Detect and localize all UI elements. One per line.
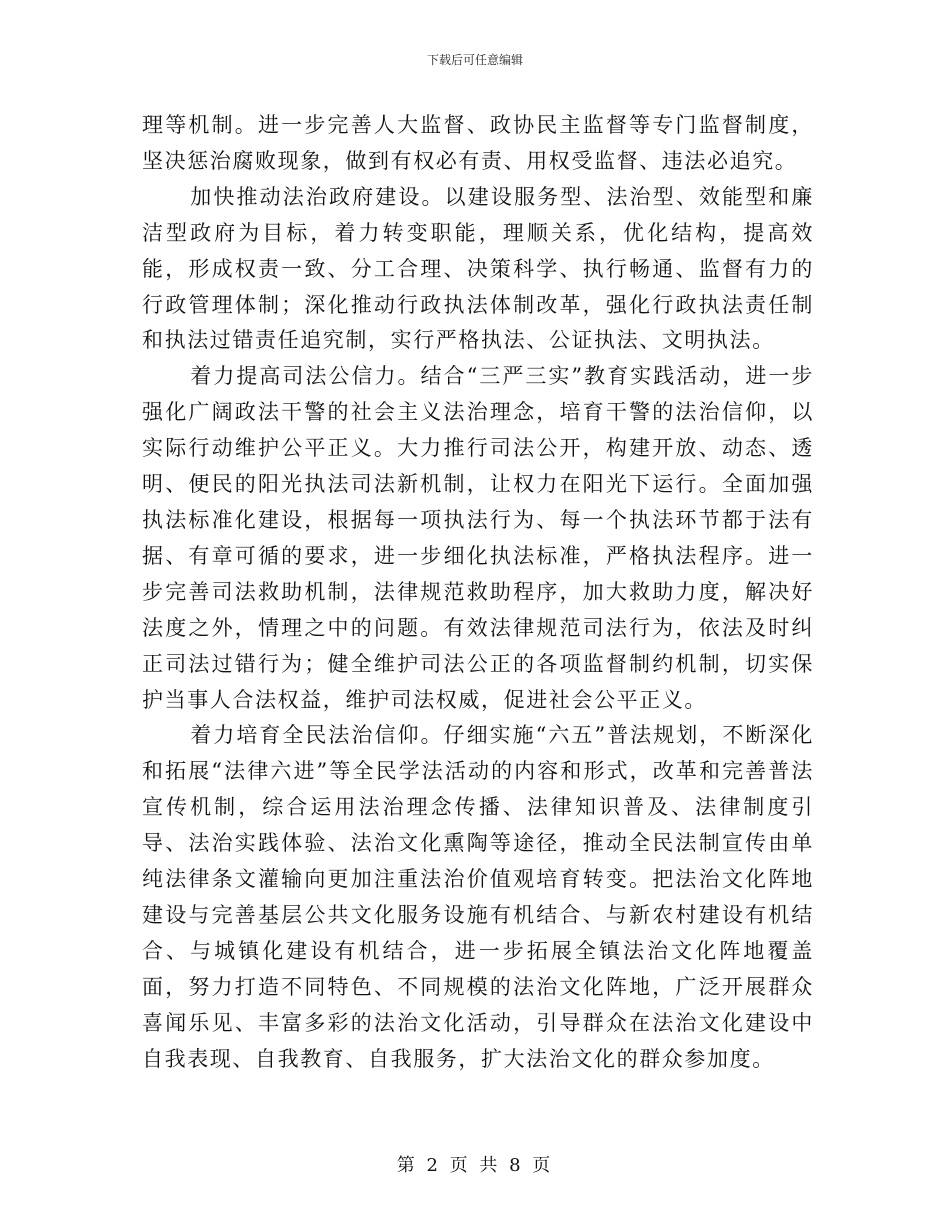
paragraph-legal-belief: 着力培育全民法治信仰。仔细实施“六五”普法规划，不断深化和拓展“法律六进”等全民学法活动的内容和形式，改革和完善普法宣传机制，综合运用法治理念传播、法律知识普及、法律制度引导、法治实践体验、法治文化熏陶等途径，推动全民法制宣传由单纯法律条文灌输向更加注重法治价值观培育转变。把法治文化阵地建设与完善基层公共文化服务设施有机结合、与新农村建设有机结合、与城镇化建设有机结合，进一步拓展全镇法治文化阵地覆盖面，努力打造不同特色、不同规模的法治文化阵地，广泛开展群众喜闻乐见、丰富多彩的法治文化活动，引导群众在法治文化建设中自我表现、自我教育、自我服务，扩大法治文化的群众参加度。 bbox=[142, 723, 814, 1071]
page-number-footer: 第 2 页 共 8 页 bbox=[396, 1155, 554, 1176]
paragraph-continuation: 理等机制。进一步完善人大监督、政协民主监督等专门监督制度，坚决惩治腐败现象，做到有权必有责、用权受监督、违法必追究。 bbox=[142, 113, 814, 173]
document-body bbox=[142, 108, 814, 1077]
page-header: 下载后可任意编辑 bbox=[426, 53, 523, 67]
paragraph-law-government: 加快推动法治政府建设。以建设服务型、法治型、效能型和廉洁型政府为目标，着力转变职能，理顺关系，优化结构，提高效能，形成权责一致、分工合理、决策科学、执行畅通、监督有力的行政管理体制；深化推动行政执法体制改革，强化行政执法责任制和执法过错责任追究制，实行严格执法、公证执法、文明执法。 bbox=[142, 184, 814, 353]
paragraph-judicial-credibility: 着力提高司法公信力。结合“三严三实”教育实践活动，进一步强化广阔政法干警的社会主义法治理念，培育干警的法治信仰，以实际行动维护公平正义。大力推行司法公开，构建开放、动态、透明、便民的阳光执法司法新机制，让权力在阳光下运行。全面加强执法标准化建设，根据每一项执法行为、每一个执法环节都于法有据、有章可循的要求，进一步细化执法标准，严格执法程序。进一步完善司法救助机制，法律规范救助程序，加大救助力度，解决好法度之外，情理之中的问题。有效法律规范司法行为，依法及时纠正司法过错行为；健全维护司法公正的各项监督制约机制，切实保护当事人合法权益，维护司法权威，促进社会公平正义。 bbox=[142, 364, 814, 712]
